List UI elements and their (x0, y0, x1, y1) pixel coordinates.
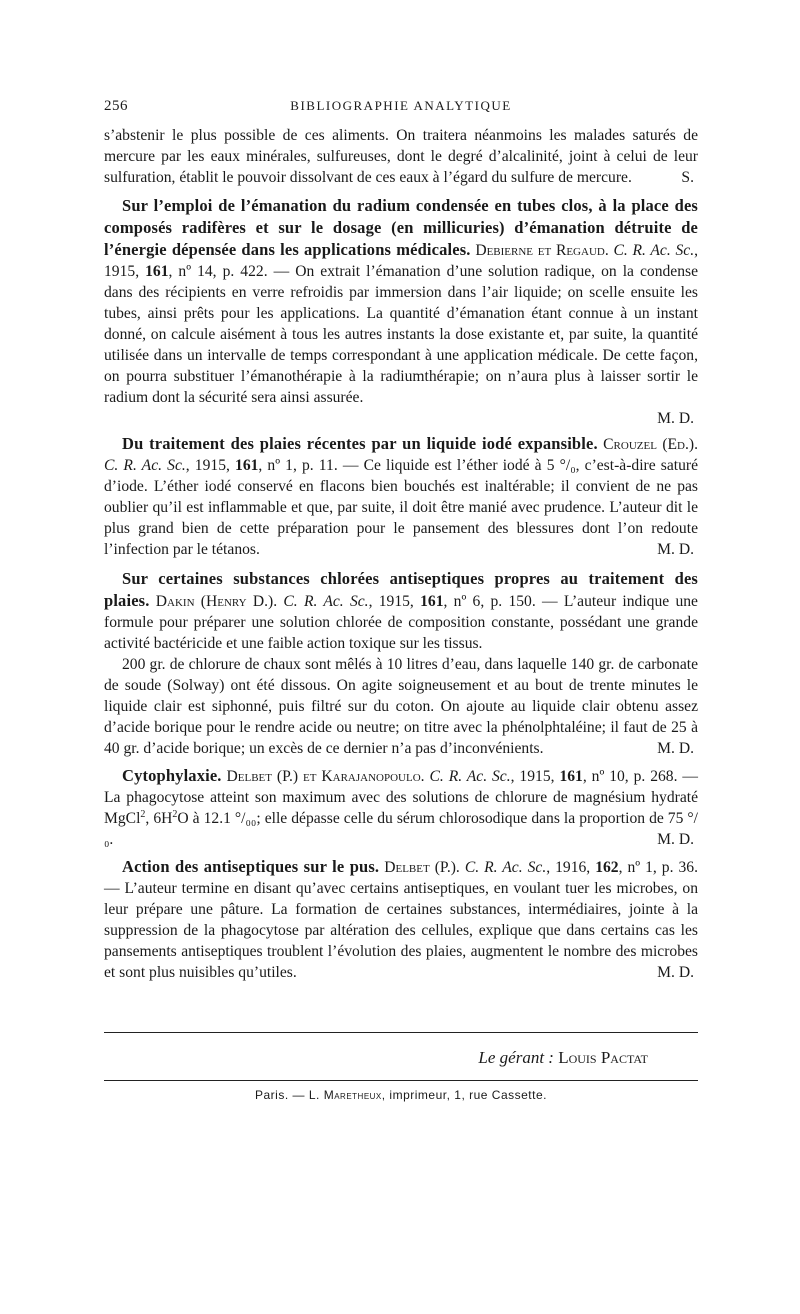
article-title: Action des antiseptiques sur le pus. (122, 857, 380, 876)
article-signature: M. D. (657, 740, 694, 757)
article-pus (104, 856, 698, 983)
article-ref: , nº 14, p. 422. (168, 263, 268, 280)
article-volume: 162 (595, 859, 619, 876)
article-body-a: — La phagocytose atteint son maximum avec des solutions de chlorure de magnésium hydraté MgCl (104, 768, 699, 827)
article-title: Cytophylaxie. (122, 766, 222, 785)
article-signature: M. D. (657, 964, 694, 981)
continuation-text: s’abstenir le plus possible de ces aliments. On traitera néanmoins les malades saturés de mercure par les eaux minérales, sulfureuses, dont le degré d’alcalinité, joint à celui de leur sulfuration, établit le pouvoir dissolvant de ces eaux à l’égard du sulfure de mercure. (104, 127, 698, 186)
article-year: , 1915, (510, 768, 555, 785)
article-ether-iode (104, 433, 698, 560)
article-body-c: O à 12.1 °/₀₀; elle dépasse celle du sérum chlorosodique dans la proportion de 75 °/₀. (104, 810, 698, 848)
page-number: 256 (104, 98, 128, 114)
gerant-label: Le gérant : (478, 1048, 554, 1067)
gerant-name: Louis Pactat (558, 1048, 648, 1067)
article-volume: 161 (559, 768, 583, 785)
article-body: — L’auteur indique une formule pour préparer une solution chlorée de composition constante, possédant une grande activité bactéricide et une faible action toxique sur les tissus. (104, 593, 698, 652)
article-volume: 161 (235, 457, 259, 474)
article-authors: Delbet (P.). (384, 859, 460, 876)
printer-imprint (104, 1088, 698, 1102)
article-signature: M. D. (657, 831, 694, 848)
article-year: , 1915, (368, 593, 414, 610)
article-radium (104, 195, 698, 429)
imprint-suffix: , imprimeur, 1, rue Cassette. (381, 1088, 547, 1102)
footer-rule (104, 1032, 698, 1033)
article-title: Sur l’emploi de l’émanation du radium condensée en tubes clos, à la place des composés radifères et sur le dosage (en millicuries) d’émanation détruite de l’énergie dépensée dans les applications médicales. (104, 196, 698, 259)
article-body: — L’auteur termine en disant qu’avec certains antiseptiques, en voulant tuer les microbes, on leur prépare une pâture. La formation de certaines substances, intermédiaires, jointe à la suppression de la phagocytose par altération des cellules, explique que dans certains cas les pansements antiseptiques troublent l’évolution des plaies, augmentent le nombre des microbes et sont plus nuisibles qu’utiles. (104, 880, 698, 981)
superscript: 2 (172, 808, 178, 820)
article-title: Sur certaines substances chlorées antiseptiques propres au traitement des plaies. (104, 569, 698, 610)
article-chlorees (104, 568, 698, 759)
article-title: Du traitement des plaies récentes par un liquide iodé expansible. (122, 434, 598, 453)
superscript: 2 (140, 808, 146, 820)
article-authors: Dakin (Henry D.). (155, 593, 278, 610)
article-journal: C. R. Ac. Sc. (464, 859, 547, 876)
continuation-signature: S. (681, 169, 694, 186)
article-ref: , nº 1, p. 11. (258, 457, 338, 474)
article-authors: Delbet (P.) et Karajanopoulo. (226, 768, 425, 785)
page-header (104, 98, 698, 118)
page-body (104, 125, 698, 983)
article-ref: , nº 10, p. 268. (582, 768, 678, 785)
article-ref: , nº 1, p. 36. (618, 859, 698, 876)
continuation-paragraph (104, 125, 698, 188)
article-year: , 1916, (546, 859, 591, 876)
article-volume: 161 (420, 593, 444, 610)
article-ref: , nº 6, p. 150. (443, 593, 536, 610)
article-body-b: , 6H (145, 810, 173, 827)
article-journal: C. R. Ac. Sc. (613, 242, 695, 259)
article-year: , 1915, (185, 457, 230, 474)
article-cytophylaxie (104, 765, 698, 850)
article-journal: C. R. Ac. Sc. (429, 768, 511, 785)
article-authors: Debierne et Regaud. (475, 242, 609, 259)
imprint-rule (104, 1080, 698, 1081)
article-body: — Ce liquide est l’éther iodé à 5 °/₀, c’est-à-dire saturé d’iode. L’éther iodé conservé en flacons bien bouchés est inaltérable; il convient de ne pas oublier qu’il est inflammable et que, par suite, il doit être manié avec prudence. L’auteur dit le plus grand bien de cette préparation pour le pansement des blessures dont l’on redoute l’infection par le tétanos. (104, 457, 698, 558)
article-year: , 1915, (104, 242, 699, 280)
article-body-continued: 200 gr. de chlorure de chaux sont mêlés à 10 litres d’eau, dans laquelle 140 gr. de carbonate de soude (Solway) ont été dissous. On agite soigneusement et au bout de trente minutes le liquide clair est siphonné, puis filtré sur du coton. On ajoute au liquide clair obtenu assez d’acide borique pour le rendre acide ou neutre; on titre avec la phénolphtaléine; il faut de 25 à 40 gr. d’acide borique; un excès de ce dernier n’a pas d’inconvénients. (104, 656, 698, 757)
article-signature: M. D. (657, 410, 694, 427)
running-title: BIBLIOGRAPHIE ANALYTIQUE (290, 98, 512, 113)
article-authors: Crouzel (Ed.). (603, 436, 698, 453)
article-journal: C. R. Ac. Sc. (283, 593, 369, 610)
article-signature: M. D. (657, 541, 694, 558)
article-journal: C. R. Ac. Sc. (104, 457, 186, 474)
imprint-prefix: Paris. — L. (255, 1088, 320, 1102)
gerant-line (104, 1048, 698, 1068)
article-volume: 161 (145, 263, 169, 280)
imprint-name: Maretheux (323, 1088, 382, 1102)
article-body: — On extrait l’émanation d’une solution radique, on la condense dans des récipients en verre refroidis par immersion dans l’air liquide; on scelle ensuite les tubes, ainsi prêts pour les applications. La quantité d’émanation étant connue à un instant donné, on calcule aisément à tous les autres instants la dose existante et, par suite, la quantité utilisée dans un intervalle de temps correspondant à une application médicale. De cette façon, on pourra substituer l’émanothérapie à la radiumthérapie; on n’aura plus à laisser sortir le radium dont la sécurité sera ainsi assurée. (104, 263, 698, 406)
